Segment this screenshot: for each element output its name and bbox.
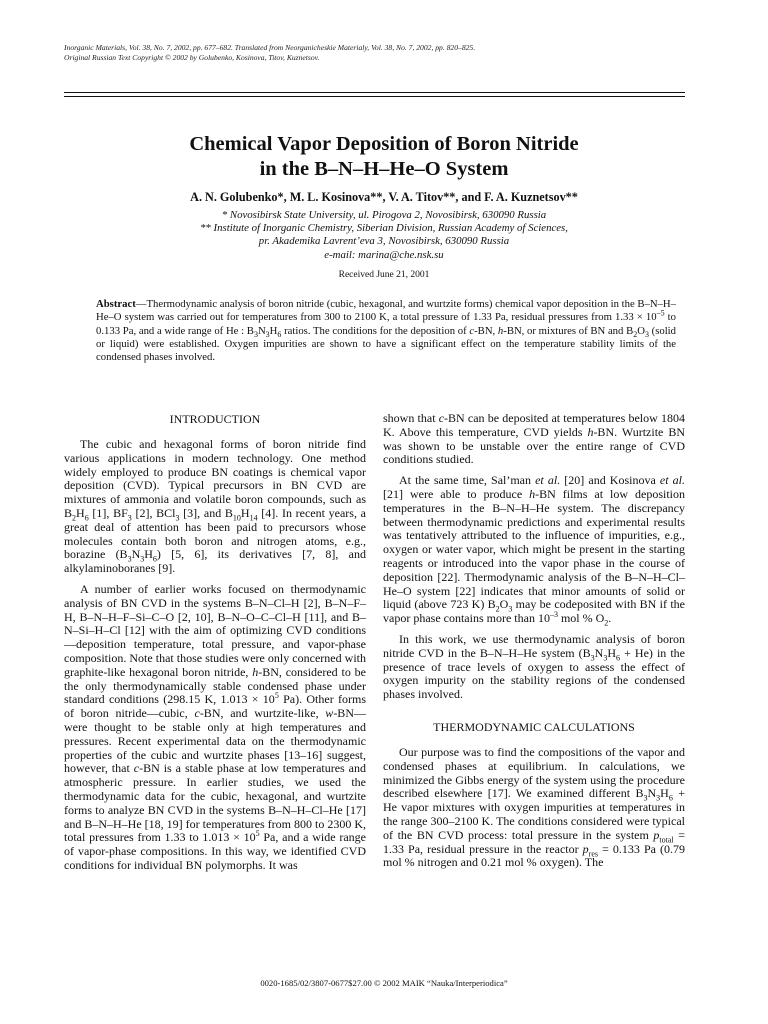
right-column [383,412,685,877]
intro-paragraph-2-continued: shown that c-BN can be deposited at temperatures below 1804 K. Above this temperature, CVD yields h-BN. Wurtzite BN was shown to be unstable over the entire range of CVD conditions studied. [383,411,685,467]
affiliation-1: * Novosibirsk State University, ul. Pirogova 2, Novosibirsk, 630090 Russia [221,209,547,221]
paper-title [64,132,704,182]
received-date: Received June 21, 2001 [338,270,430,280]
thermo-paragraph-1: Our purpose was to find the compositions of the vapor and condensed phases at equilibrium. In calculations, we minimized the Gibbs energy of the system using the procedure described elsewhere [17]. We examined different $B_3N_3H_6 + He$ vapor mixtures with oxygen impurities at temperatures in the range 300–2100 K. The conditions considered were typical of the BN CVD process: total pressure in the system $p_{total} = 1.33$ Pa, residual pressure in the reactor $p_{res} = 0.133$ Pa (0.79 mol % nitrogen and 0.21 mol % oxygen). The [383,744,685,870]
intro-paragraph-1: The cubic and hexagonal forms of boron nitride find various applications in modern technology. One method widely employed to produce BN coatings is chemical vapor deposition (CVD). Typical precursors in BN CVD are mixtures of ammonia and volatile boron compounds, such as $B_2H_6$ [1], $BF_3$ [2], BCl$_3$ [3], and $B_{10}H_{14}$ [4]. In recent years, a great deal of attention has been paid to precursors whose molecules contain both boron and nitrogen atoms, e.g., borazine $(B_3N_3H_6)$ [5, 6], its derivatives [7, 8], and alkylaminoboranes [9]. [64,437,367,576]
header-rule-bottom [64,96,685,97]
intro-paragraph-3: At the same time, Sal’man et al. [20] and Kosinova et al. [21] were able to produce h-BN films at low deposition temperatures in the B–N–H–He system. The discrepancy between thermodynamic predictions and experimental results was tentatively attributed to the influence of impurities, e.g., oxygen or water vapor, which might be present in the starting reagents or introduced into the vapor phase in the course of deposition [22]. Thermodynamic analysis of the B–N–H–Cl–He–O system [22] indicates that minor amounts of solid or liquid (above 723 K) $B_2O_3$ may be codeposited with BN if the vapor phase contains more than $10^{-3}$ mol % $O_2$. [383,473,685,628]
section-heading-thermodynamic-calculations: THERMODYNAMIC CALCULATIONS [433,719,635,734]
intro-paragraph-2: A number of earlier works focused on thermodynamic analysis of BN CVD in the systems B–N–Cl–H [2], B–N–F–H, B–N–H–F–Si–C–O [2, 10], B–N–O–C–Cl–H [11], and B–N–Si–H–Cl [12] with the aim of optimizing CVD conditions—deposition temperature, total pressure, and vapor-phase composition. Note that those studies were only concerned with graphite-like hexagonal boron nitride, h-BN, considered to be the only thermodynamically stable condensed phase under standard conditions (298.15 K, $1.013 \times 10^5$ Pa). Other forms of boron nitride—cubic, c-BN, and wurtzite-like, w-BN—were thought to be stable only at high temperatures and pressures. Recent experimental data on the thermodynamic properties of the cubic and wurtzite phases [13–16] suggest, however, that c-BN is a stable phase at low temperatures and atmospheric pressure. In earlier studies, we used the thermodynamic data for the cubic, hexagonal, and wurtzite forms to analyze BN CVD in the systems B–N–H–Cl–He [17] and B–N–H–He [18, 19] for temperatures from 800 to 2300 K, total pressures from 1.33 to $1.013 \times 10^5$ Pa, and a wide range of vapor-phase compositions. In this way, we identified CVD conditions for individual BN polymorphs. It was [64,581,367,872]
header-line-2: Original Russian Text Copyright © 2002 by Golubenko, Kosinova, Titov, Kuznetsov. [64,53,320,62]
affiliations [64,209,704,262]
header-rule-top [64,92,685,93]
section-heading-introduction: INTRODUCTION [169,412,261,426]
affiliation-2-address: pr. Akademika Lavrent’eva 3, Novosibirsk, 630090 Russia [258,235,510,248]
abstract-label: Abstract [96,298,136,310]
intro-paragraph-4: In this work, we use thermodynamic analysis of boron nitride CVD in the B–N–H–He system $(B_3N_3H_6 + He)$ in the presence of trace levels of oxygen to assess the effect of oxygen impurity on the stability regions of the condensed phases involved. [383,631,685,702]
title-line-1: Chemical Vapor Deposition of Boron Nitride [189,133,579,155]
affiliation-2: ** Institute of Inorganic Chemistry, Siberian Division, Russian Academy of Sciences, [200,222,568,235]
left-column [64,412,366,880]
journal-header [64,43,704,63]
abstract: Abstract—Thermodynamic analysis of boron nitride (cubic, hexagonal, and wurtzite forms) chemical vapor deposition in the B–N–H–He–O system was carried out for temperatures from 300 to 2100 K, a total pressure of 1.33 Pa, residual pressures from $1.33 \times 10^{-5}$ to 0.133 Pa, and a wide range of He : $B_3N_3H_6$ ratios. The conditions for the deposition of c-BN, h-BN, or mixtures of BN and $B_2O_3$ (solid or liquid) were established. Oxygen impurities are shown to have a significant effect on the temperature stability limits of the condensed phases involved. [96,298,676,364]
title-line-2: in the B–N–H–He–O System [259,158,509,180]
author-list: A. N. Golubenko*, M. L. Kosinova**, V. A. Titov**, and F. A. Kuznetsov** [190,190,578,204]
contact-email: e-mail: marina@che.nsk.su [324,248,444,261]
copyright-footer: 0020-1685/02/3807-0677$27.00 © 2002 MAIK “Nauka/Interperiodica” [260,978,508,988]
header-line-1: Inorganic Materials, Vol. 38, No. 7, 2002, pp. 677–682. Translated from Neorganicheskie Materialy, Vol. 38, No. 7, 2002, pp. 820–825. [64,43,476,52]
